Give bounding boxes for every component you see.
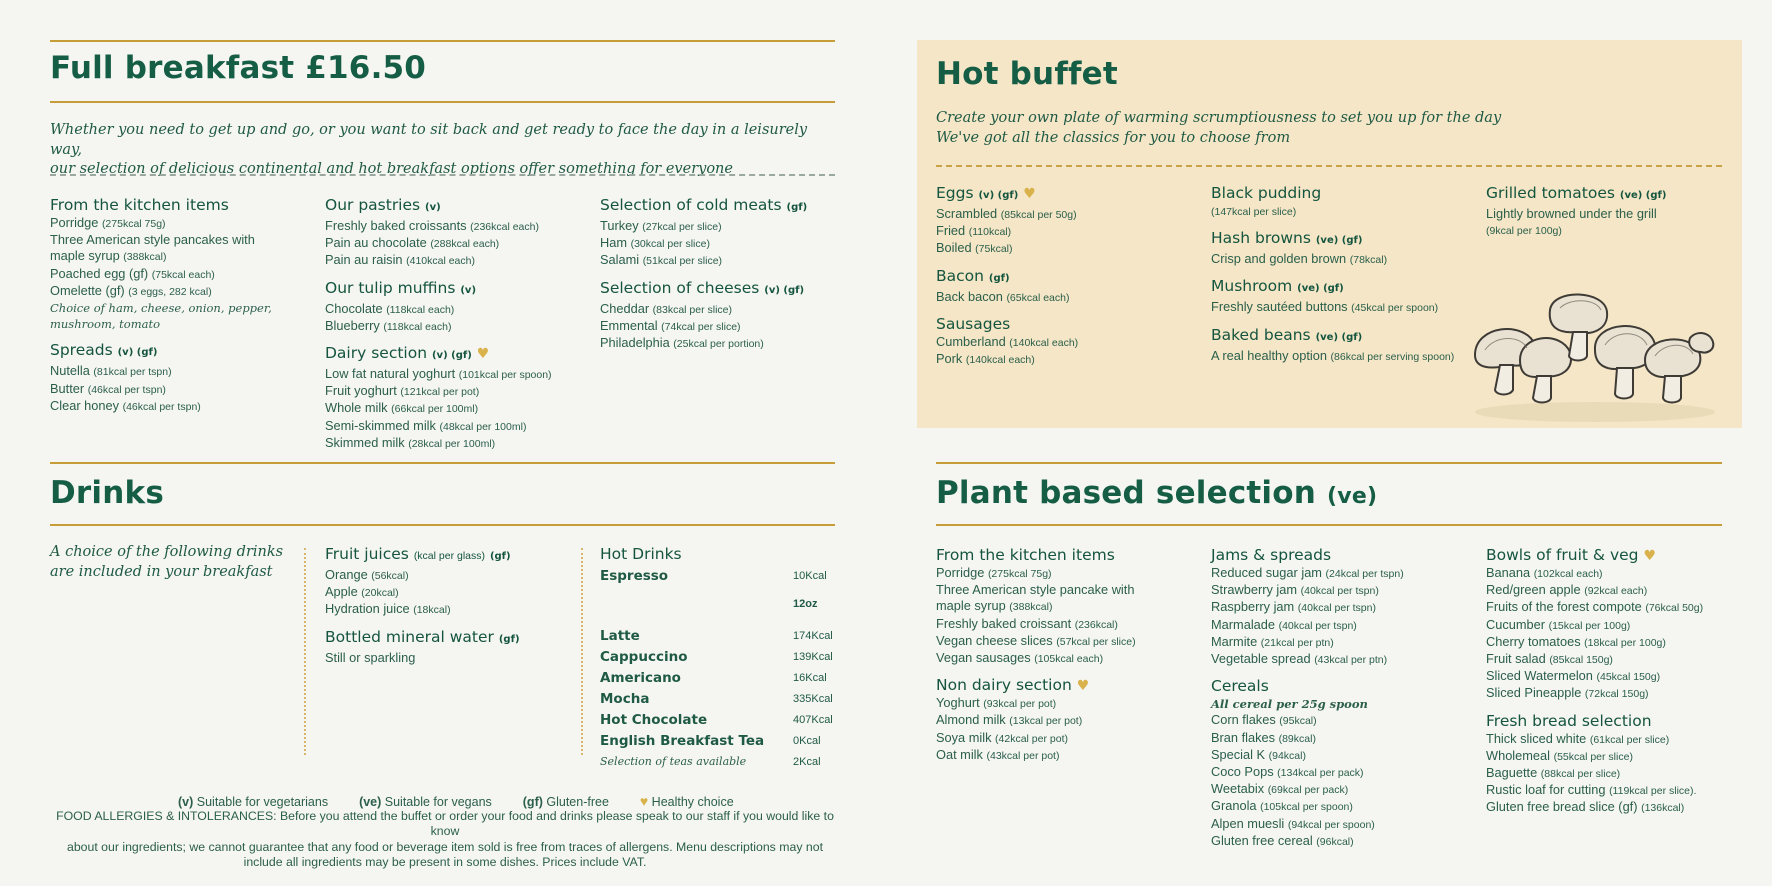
- heart-icon: ♥: [1023, 186, 1036, 202]
- menu-line: Cumberland (140kcal each): [936, 333, 1079, 349]
- jams-heading: Jams & spreads: [1211, 546, 1332, 564]
- menu-line: maple syrup (388kcal): [936, 598, 1053, 614]
- menu-line: Thick sliced white (61kcal per slice): [1486, 730, 1670, 746]
- menu-line: Low fat natural yoghurt (101kcal per spoon): [325, 366, 552, 382]
- menu-line: Wholemeal (55kcal per slice): [1486, 747, 1633, 763]
- menu-line: Vegan sausages (105kcal each): [936, 650, 1104, 666]
- full-breakfast-intro: Whether you need to get up and go, or you want to sit back and get ready to face the day in a leisurely way, our selection of delicious continental and hot breakfast options offer something for everyone: [50, 122, 808, 177]
- cold-meats-heading: Selection of cold meats (gf): [600, 196, 808, 214]
- menu-line: Almond milk (13kcal per pot): [936, 712, 1083, 728]
- menu-line: maple syrup (388kcal): [50, 248, 167, 264]
- menu-line: (9kcal per 100g): [1486, 225, 1562, 238]
- allergy-notice: FOOD ALLERGIES & INTOLERANCES: Before you attend the buffet or order your food and drinks please speak to our staff if you would like to know about our ingredients; we cannot guarantee that any food or beverage item sold is free from traces of allergens. Menu descriptions may not include all ingredients may be present in some dishes. Prices include VAT.: [56, 809, 834, 869]
- menu-line: Weetabix (69kcal per pack): [1211, 781, 1349, 797]
- menu-line: Skimmed milk (28kcal per 100ml): [325, 434, 496, 450]
- menu-line: Ham (30kcal per slice): [600, 235, 710, 251]
- hash-browns-section: [1211, 228, 1471, 268]
- baked-beans-section: [1211, 325, 1471, 365]
- menu-line: Omelette (gf) (3 eggs, 282 kcal): [50, 282, 212, 298]
- dairy-section: [325, 343, 585, 452]
- omelette-note: mushroom, tomato: [50, 317, 161, 332]
- bread-heading: Fresh bread selection: [1486, 711, 1652, 730]
- plant-col-3: [1486, 545, 1746, 825]
- menu-line: Bran flakes (89kcal): [1211, 729, 1316, 745]
- menu-line: Pain au raisin (410kcal each): [325, 252, 475, 268]
- menu-line: A real healthy option (86kcal per serving spoon): [1211, 347, 1455, 363]
- menu-line: Sliced Watermelon (45kcal 150g): [1486, 668, 1661, 684]
- menu-line: Nutella (81kcal per tspn): [50, 363, 172, 379]
- menu-line: Fruit salad (85kcal 150g): [1486, 651, 1613, 667]
- breakfast-col-1: [50, 195, 310, 423]
- drink-row-espresso: Espresso 10Kcal: [600, 568, 827, 584]
- fruit-veg-section: [1486, 545, 1746, 703]
- cheeses-section: [600, 278, 840, 353]
- fruit-juices-heading: Fruit juices (kcal per glass) (gf): [325, 545, 511, 563]
- menu-line: (147kcal per slice): [1211, 206, 1297, 218]
- menu-line: Sliced Pineapple (72kcal 150g): [1486, 685, 1649, 701]
- menu-line: Semi-skimmed milk (48kcal per 100ml): [325, 417, 527, 433]
- menu-line: Butter (46kcal per tspn): [50, 380, 166, 396]
- full-breakfast-title: Full breakfast £16.50: [50, 50, 427, 86]
- mushroom-section: [1211, 276, 1471, 316]
- heart-icon: ♥: [476, 346, 490, 363]
- menu-line: Blueberry (118kcal each): [325, 317, 452, 333]
- eggs-heading: Eggs (v) (gf) ♥: [936, 184, 1036, 202]
- jams-section: [1211, 545, 1471, 668]
- menu-line: Scrambled (85kcal per 50g): [936, 206, 1077, 221]
- non-dairy-heading: Non dairy section ♥: [936, 676, 1090, 695]
- breakfast-col-3: [600, 195, 840, 360]
- cereals-note: All cereal per 25g spoon: [1211, 697, 1368, 712]
- menu-line: Lightly browned under the grill: [1486, 206, 1657, 221]
- menu-line: Whole milk (66kcal per 100ml): [325, 400, 479, 416]
- muffins-section: [325, 278, 585, 335]
- hot-drinks-section: [600, 544, 840, 772]
- menu-line: Yoghurt (93kcal per pot): [936, 695, 1057, 711]
- menu-line: Clear honey (46kcal per tspn): [50, 397, 201, 413]
- menu-line: Crisp and golden brown (78kcal): [1211, 251, 1388, 267]
- menu-line: Salami (51kcal per slice): [600, 252, 723, 268]
- menu-line: Reduced sugar jam (24kcal per tspn): [1211, 565, 1404, 580]
- heart-icon: ♥: [1076, 678, 1090, 695]
- drink-row: Americano 16Kcal: [600, 670, 827, 686]
- eggs-section: [936, 183, 1196, 258]
- menu-line: Three American style pancake with: [936, 582, 1135, 598]
- heart-icon: ♥: [639, 793, 649, 809]
- hot-buffet-intro: Create your own plate of warming scrumptiousness to set you up for the day We've got all the classics for you to choose from: [936, 110, 1502, 146]
- dairy-heading: Dairy section (v) (gf) ♥: [325, 344, 490, 363]
- menu-line: Poached egg (gf) (75kcal each): [50, 265, 215, 281]
- drink-row: Hot Chocolate 407Kcal: [600, 712, 833, 728]
- menu-line: Granola (105kcal per spoon): [1211, 798, 1353, 814]
- plant-kitchen-section: [936, 545, 1196, 667]
- menu-line: Rustic loaf for cutting (119kcal per slice).: [1486, 782, 1697, 798]
- drink-row: Latte 174Kcal: [600, 628, 833, 644]
- menu-line: Alpen muesli (94kcal per spoon): [1211, 815, 1375, 831]
- menu-line: Back bacon (65kcal each): [936, 288, 1070, 304]
- menu-line: Fried (110kcal): [936, 223, 1012, 239]
- menu-line: Corn flakes (95kcal): [1211, 712, 1317, 728]
- menu-line: Three American style pancakes with: [50, 232, 255, 248]
- menu-line: Porridge (275kcal 75g): [50, 215, 166, 230]
- omelette-note: Choice of ham, cheese, onion, pepper,: [50, 301, 272, 316]
- cereals-heading: Cereals: [1211, 677, 1269, 696]
- buffet-col-1: [936, 183, 1196, 376]
- plant-col-1: [936, 545, 1196, 772]
- spreads-heading: Spreads (v) (gf): [50, 341, 158, 360]
- non-dairy-section: [936, 675, 1196, 764]
- menu-line: Coco Pops (134kcal per pack): [1211, 764, 1364, 780]
- menu-line: Emmental (74kcal per slice): [600, 317, 741, 333]
- hot-drinks-heading: Hot Drinks: [600, 545, 682, 563]
- menu-line: Cucumber (15kcal per 100g): [1486, 616, 1631, 632]
- cereals-section: [1211, 676, 1471, 850]
- sausages-section: [936, 314, 1196, 368]
- grilled-tomatoes-heading: Grilled tomatoes (ve) (gf): [1486, 184, 1667, 202]
- menu-line: Apple (20kcal): [325, 584, 399, 600]
- menu-line: Chocolate (118kcal each): [325, 300, 455, 316]
- hash-browns-heading: Hash browns (ve) (gf): [1211, 229, 1363, 248]
- spreads-section: [50, 340, 310, 415]
- menu-line: Fruits of the forest compote (76kcal 50g): [1486, 599, 1704, 615]
- menu-line: Special K (94kcal): [1211, 746, 1306, 762]
- mushrooms-illustration: [1465, 290, 1730, 425]
- drinks-col-2: [325, 544, 575, 674]
- menu-line: Freshly sautéed buttons (45kcal per spoon): [1211, 299, 1439, 315]
- menu-line: Banana (102kcal each): [1486, 565, 1603, 580]
- heart-icon: ♥: [1643, 548, 1656, 564]
- menu-line: Turkey (27kcal per slice): [600, 218, 722, 233]
- menu-line: Boiled (75kcal): [936, 240, 1013, 256]
- water-section: [325, 627, 575, 666]
- fruit-veg-heading: Bowls of fruit & veg ♥: [1486, 546, 1656, 564]
- menu-line: Baguette (88kcal per slice): [1486, 765, 1621, 781]
- grilled-tomatoes-section: [1486, 183, 1736, 239]
- menu-line: Vegetable spread (43kcal per ptn): [1211, 651, 1388, 667]
- buffet-col-3: [1486, 183, 1736, 247]
- menu-line: Fruit yoghurt (121kcal per pot): [325, 383, 480, 399]
- menu-line: Cheddar (83kcal per slice): [600, 300, 733, 316]
- drink-row: Mocha 335Kcal: [600, 691, 833, 707]
- drink-row: Cappuccino 139Kcal: [600, 649, 833, 665]
- pastries-heading: Our pastries (v): [325, 196, 441, 214]
- cheeses-heading: Selection of cheeses (v) (gf): [600, 278, 805, 297]
- mushroom-heading: Mushroom (ve) (gf): [1211, 277, 1344, 296]
- bacon-heading: Bacon (gf): [936, 266, 1010, 285]
- menu-line: Marmalade (40kcal per tspn): [1211, 616, 1357, 632]
- menu-line: Strawberry jam (40kcal per tspn): [1211, 582, 1379, 598]
- cold-meats-section: [600, 195, 840, 270]
- bacon-section: [936, 266, 1196, 306]
- black-pudding-heading: Black pudding: [1211, 184, 1322, 202]
- drinks-title: Drinks: [50, 475, 164, 511]
- menu-line: Cherry tomatoes (18kcal per 100g): [1486, 633, 1666, 649]
- buffet-col-2: [1211, 183, 1471, 373]
- menu-line: Marmite (21kcal per ptn): [1211, 633, 1334, 649]
- menu-line: Philadelphia (25kcal per portion): [600, 335, 764, 351]
- menu-line: Raspberry jam (40kcal per tspn): [1211, 599, 1376, 615]
- menu-line: Porridge (275kcal 75g): [936, 565, 1052, 580]
- breakfast-col-2: [325, 195, 585, 460]
- drink-row: English Breakfast Tea 0Kcal: [600, 733, 821, 749]
- plant-based-title: Plant based selection (ve): [936, 475, 1378, 511]
- pastries-section: [325, 195, 585, 270]
- menu-line: Oat milk (43kcal per pot): [936, 746, 1060, 762]
- baked-beans-heading: Baked beans (ve) (gf): [1211, 325, 1363, 344]
- kitchen-items-section: [50, 195, 310, 332]
- drink-row-teas: Selection of teas available 2Kcal: [600, 755, 821, 768]
- menu-line: Hydration juice (18kcal): [325, 601, 451, 617]
- menu-line: Pain au chocolate (288kcal each): [325, 235, 500, 251]
- menu-line: Pork (140kcal each): [936, 351, 1035, 367]
- black-pudding-section: [1211, 183, 1471, 220]
- menu-line: Freshly baked croissants (236kcal each): [325, 218, 539, 233]
- plant-col-2: [1211, 545, 1471, 858]
- menu-line: Red/green apple (92kcal each): [1486, 582, 1648, 598]
- menu-line: Soya milk (42kcal per pot): [936, 729, 1068, 745]
- fruit-juices-section: [325, 544, 575, 619]
- menu-line: Gluten free bread slice (gf) (136kcal): [1486, 799, 1685, 815]
- sausages-heading: Sausages: [936, 314, 1011, 333]
- drink-size: 12oz: [793, 598, 818, 610]
- bread-section: [1486, 711, 1746, 817]
- menu-line: Vegan cheese slices (57kcal per slice): [936, 632, 1136, 648]
- muffins-heading: Our tulip muffins (v): [325, 278, 477, 297]
- menu-line: Still or sparkling: [325, 649, 416, 665]
- menu-line: Freshly baked croissant (236kcal): [936, 615, 1118, 631]
- water-heading: Bottled mineral water (gf): [325, 627, 520, 646]
- plant-kitchen-heading: From the kitchen items: [936, 546, 1115, 564]
- dietary-legend: (v) Suitable for vegetarians (ve) Suitable for vegans (gf) Gluten-free ♥ Healthy choice: [178, 793, 734, 809]
- drinks-intro: A choice of the following drinks are included in your breakfast: [50, 544, 284, 580]
- menu-line: Gluten free cereal (96kcal): [1211, 832, 1354, 848]
- hot-buffet-title: Hot buffet: [936, 56, 1118, 92]
- menu-line: Orange (56kcal): [325, 567, 409, 582]
- kitchen-items-heading: From the kitchen items: [50, 196, 229, 214]
